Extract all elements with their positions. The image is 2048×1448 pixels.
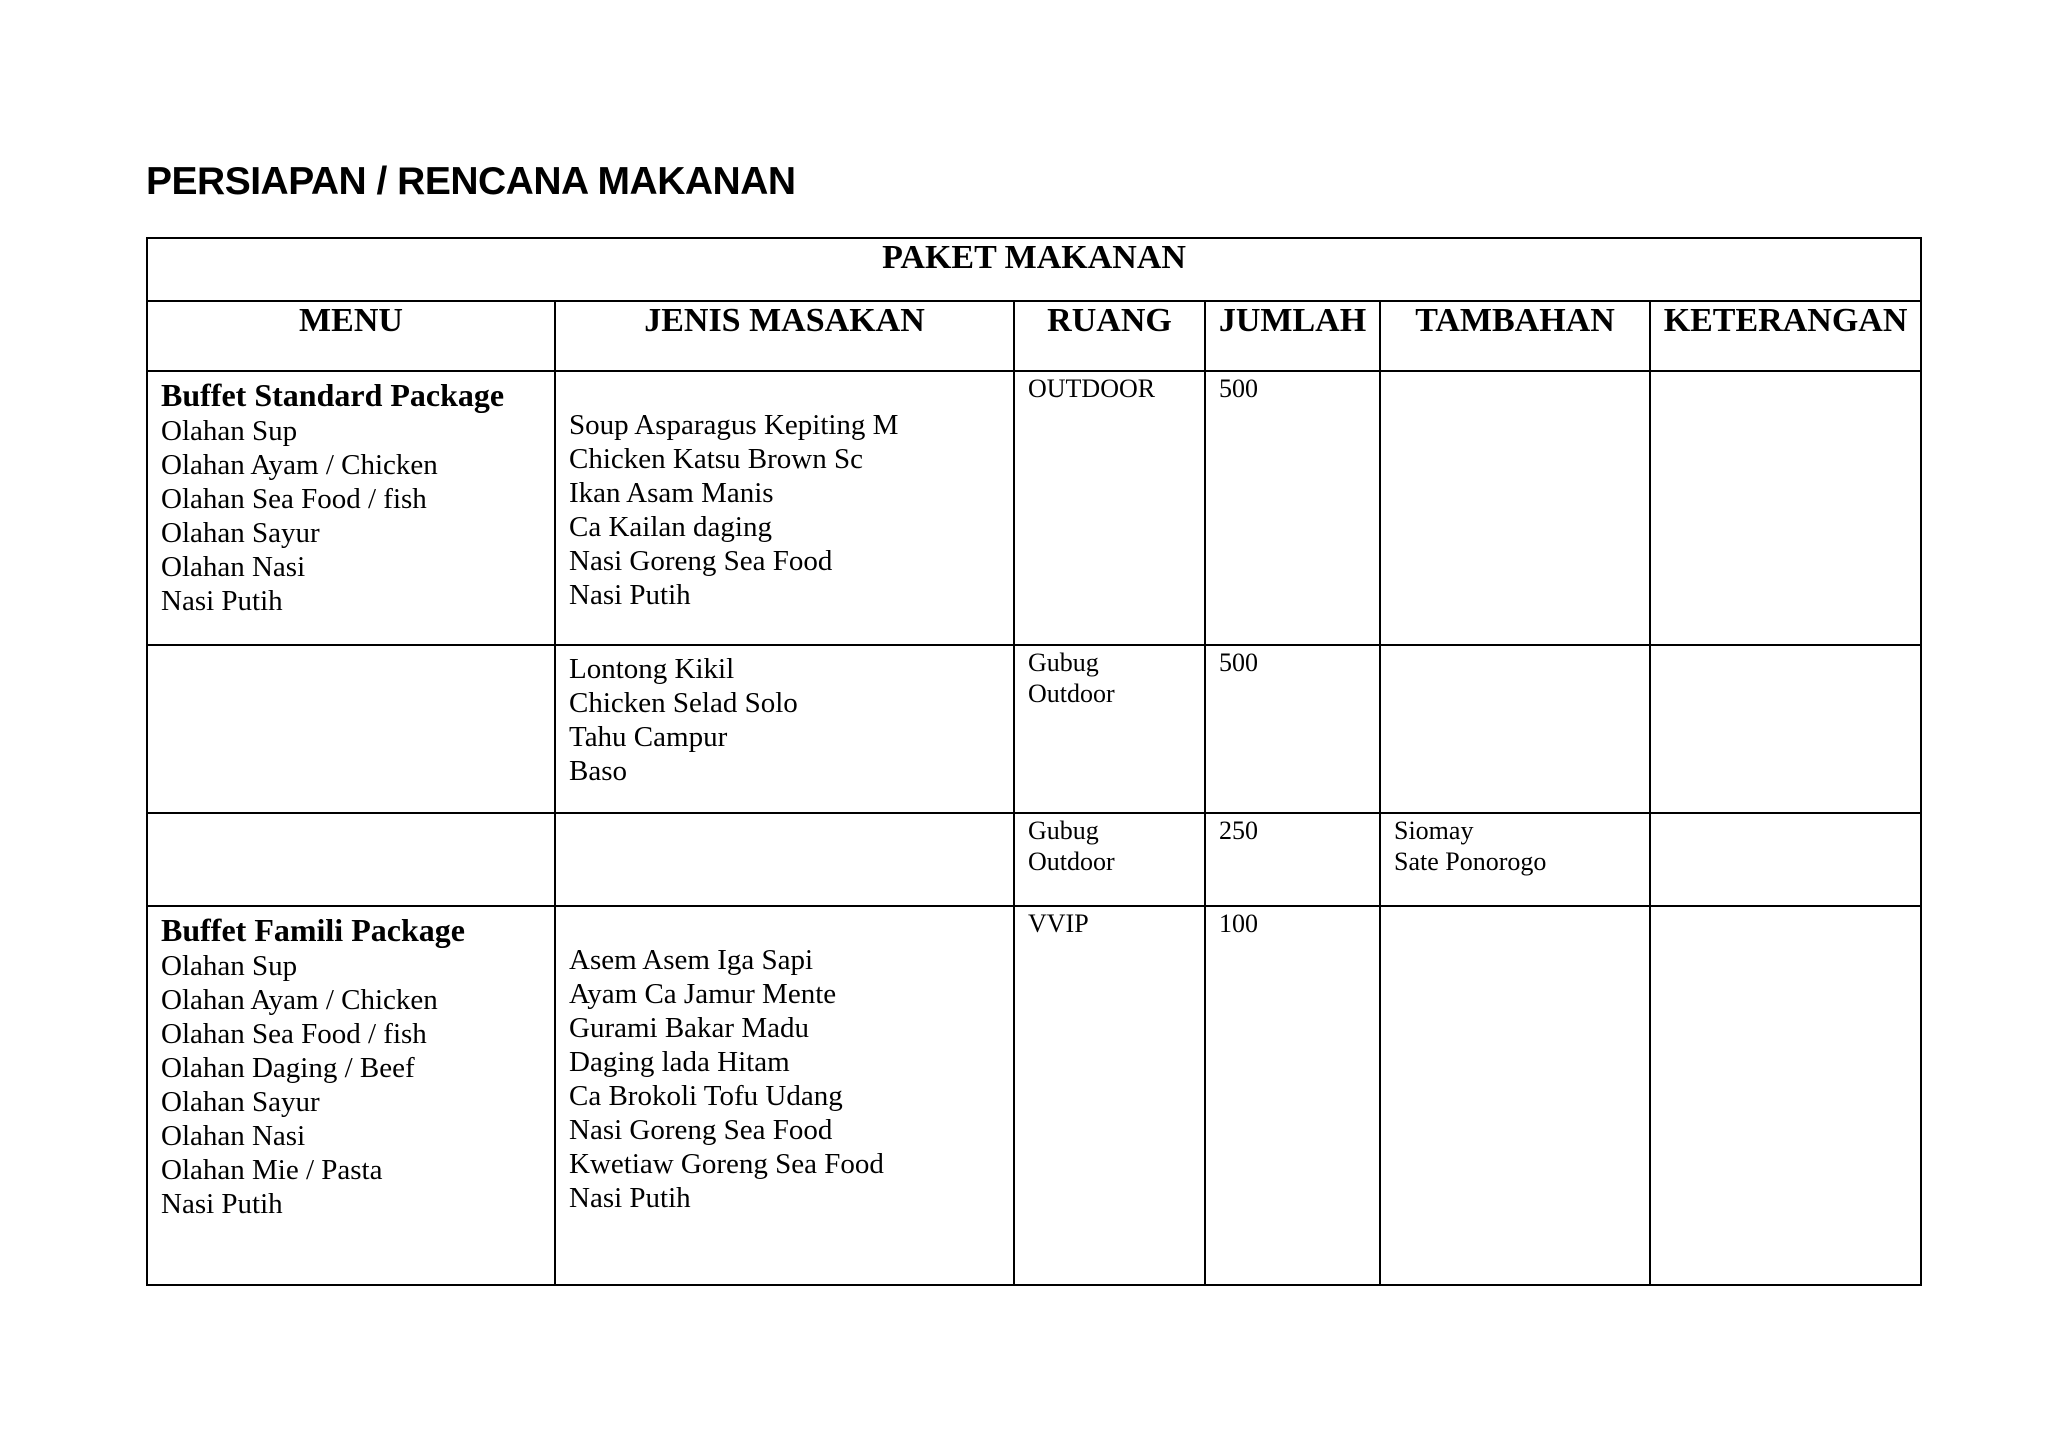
dish-item: Daging lada Hitam [569,1046,790,1078]
tambahan-item: Sate Ponorogo [1394,847,1547,876]
ruang-cell [1014,813,1205,906]
dish-item: Nasi Putih [569,579,691,611]
jumlah-cell [1205,645,1380,813]
menu-item: Nasi Putih [161,585,283,617]
menu-cell [147,645,555,813]
ruang-value: Outdoor [1028,847,1115,876]
jumlah-cell [1205,371,1380,645]
column-header-jumlah: JUMLAH [1205,301,1380,371]
dish-item: Chicken Katsu Brown Sc [569,443,863,475]
table-row [147,813,1921,906]
menu-item: Olahan Sayur [161,517,320,549]
menu-item: Olahan Ayam / Chicken [161,984,438,1016]
keterangan-cell [1650,813,1921,906]
jenis-masakan-cell [555,645,1014,813]
ruang-value: Outdoor [1028,679,1115,708]
ruang-value: Gubug [1028,648,1099,677]
table-header-row [147,301,1921,371]
menu-item: Olahan Nasi [161,551,306,583]
ruang-cell [1014,906,1205,1285]
tambahan-cell [1380,371,1650,645]
package-name: Buffet Standard Package [161,377,505,413]
menu-cell [147,813,555,906]
column-header-menu: MENU [147,301,555,371]
jumlah-value: 500 [1219,374,1258,403]
dish-item: Baso [569,755,627,787]
jumlah-cell [1205,906,1380,1285]
menu-item: Olahan Ayam / Chicken [161,449,438,481]
menu-item: Olahan Sup [161,415,298,447]
column-header-keterangan: KETERANGAN [1650,301,1921,371]
menu-item: Olahan Nasi [161,1120,306,1152]
dish-item: Nasi Goreng Sea Food [569,545,833,577]
dish-item: Kwetiaw Goreng Sea Food [569,1148,884,1180]
dish-item: Tahu Campur [569,721,728,753]
dish-item: Chicken Selad Solo [569,687,798,719]
menu-item: Olahan Mie / Pasta [161,1154,383,1186]
menu-item: Olahan Sea Food / fish [161,1018,427,1050]
table-row [147,371,1921,645]
menu-item: Olahan Sayur [161,1086,320,1118]
menu-cell [147,371,555,645]
table-caption: PAKET MAKANAN [147,238,1921,301]
ruang-cell [1014,645,1205,813]
tambahan-cell [1380,813,1650,906]
table-row [147,645,1921,813]
menu-item: Nasi Putih [161,1188,283,1220]
keterangan-cell [1650,906,1921,1285]
dish-item: Gurami Bakar Madu [569,1012,809,1044]
menu-item: Olahan Daging / Beef [161,1052,415,1084]
table-caption-row [147,238,1921,301]
page-title: PERSIAPAN / RENCANA MAKANAN [146,160,796,203]
tambahan-item: Siomay [1394,816,1474,845]
jenis-masakan-cell [555,813,1014,906]
column-header-tambahan: TAMBAHAN [1380,301,1650,371]
paket-makanan-table [146,237,1922,1286]
dish-item: Lontong Kikil [569,653,735,685]
dish-item: Nasi Putih [569,1182,691,1214]
menu-item: Olahan Sup [161,950,298,982]
column-header-ruang: RUANG [1014,301,1205,371]
tambahan-cell [1380,906,1650,1285]
tambahan-cell [1380,645,1650,813]
keterangan-cell [1650,645,1921,813]
dish-item: Ayam Ca Jamur Mente [569,978,837,1010]
menu-item: Olahan Sea Food / fish [161,483,427,515]
dish-item: Ikan Asam Manis [569,477,774,509]
ruang-cell [1014,371,1205,645]
ruang-value: Gubug [1028,816,1099,845]
dish-item: Asem Asem Iga Sapi [569,944,814,976]
jenis-masakan-cell [555,371,1014,645]
jenis-masakan-cell [555,906,1014,1285]
ruang-value: OUTDOOR [1028,374,1156,403]
jumlah-cell [1205,813,1380,906]
table-row [147,906,1921,1285]
column-header-jenis-masakan: JENIS MASAKAN [555,301,1014,371]
dish-item: Ca Brokoli Tofu Udang [569,1080,843,1112]
jumlah-value: 100 [1219,909,1258,938]
dish-item: Nasi Goreng Sea Food [569,1114,833,1146]
jumlah-value: 250 [1219,816,1258,845]
jumlah-value: 500 [1219,648,1258,677]
dish-item: Ca Kailan daging [569,511,772,543]
menu-cell [147,906,555,1285]
package-name: Buffet Famili Package [161,912,465,948]
ruang-value: VVIP [1028,909,1089,938]
keterangan-cell [1650,371,1921,645]
dish-item: Soup Asparagus Kepiting M [569,409,899,441]
